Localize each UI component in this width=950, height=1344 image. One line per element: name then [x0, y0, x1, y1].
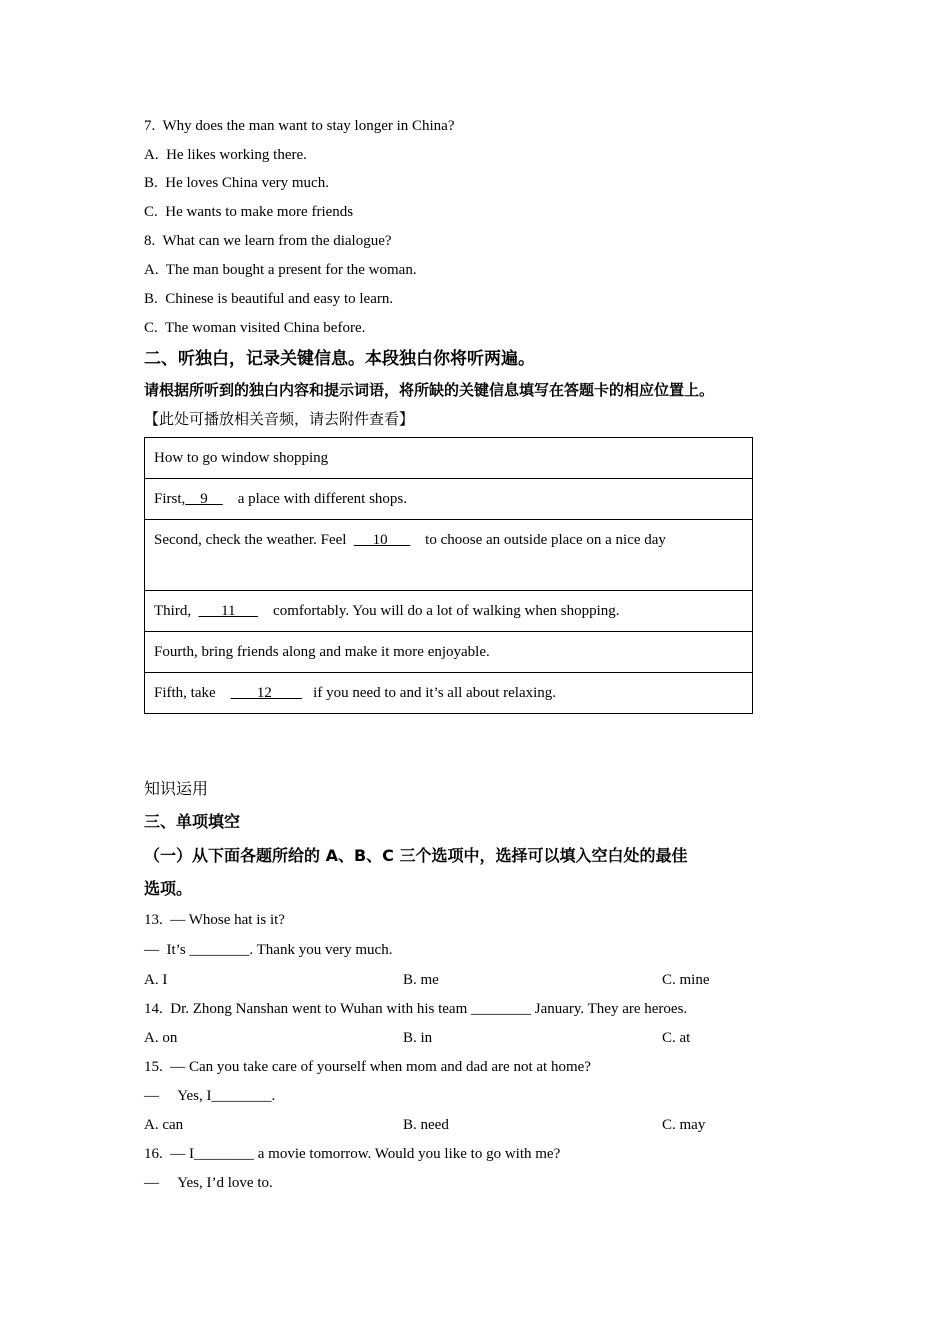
- option-8a: A. The man bought a present for the woman.: [144, 262, 417, 278]
- section-knowledge: 知识运用: [144, 779, 209, 798]
- option-15c: C. may: [662, 1117, 706, 1133]
- option-8b: B. Chinese is beautiful and easy to learn.: [144, 291, 394, 307]
- option-15b: B. need: [403, 1117, 449, 1133]
- blank-11: 11: [198, 603, 259, 619]
- table-title: How to go window shopping: [145, 438, 753, 479]
- option-7c: C. He wants to make more friends: [144, 204, 354, 220]
- audio-note: 【此处可播放相关音频，请去附件查看】: [144, 410, 415, 428]
- option-13b: B. me: [403, 972, 439, 988]
- question-13: 13. — Whose hat is it?: [144, 912, 285, 928]
- option-7b: B. He loves China very much.: [144, 175, 329, 191]
- section-3-title: 三、单项填空: [144, 812, 241, 831]
- question-8: 8. What can we learn from the dialogue?: [144, 233, 392, 249]
- question-14: 14. Dr. Zhong Nanshan went to Wuhan with his team ________ January. They are heroes.: [144, 1001, 688, 1017]
- window-shopping-table: [144, 437, 753, 714]
- blank-10: 10: [353, 532, 411, 548]
- question-16: 16. — I________ a movie tomorrow. Would you like to go with me?: [144, 1146, 561, 1162]
- table-row: Second, check the weather. Feel 10 to choose an outside place on a nice day: [145, 520, 753, 591]
- question-15-reply: — Yes, I________.: [144, 1088, 276, 1104]
- question-15: 15. — Can you take care of yourself when mom and dad are not at home?: [144, 1059, 591, 1075]
- section-3-sub2: 选项。: [144, 879, 193, 898]
- option-14c: C. at: [662, 1030, 691, 1046]
- section-3-sub: （一）从下面各题所给的 A、B、C 三个选项中，选择可以填入空白处的最佳: [144, 846, 688, 865]
- table-row: First, 9 a place with different shops.: [145, 479, 753, 520]
- table-row: Fifth, take 12 if you need to and it’s all about relaxing.: [145, 673, 753, 714]
- option-14b: B. in: [403, 1030, 433, 1046]
- option-13a: A. I: [144, 972, 168, 988]
- question-13-reply: — It’s ________. Thank you very much.: [144, 942, 393, 958]
- blank-12: 12: [230, 685, 302, 701]
- option-14a: A. on: [144, 1030, 178, 1046]
- blank-9: 9: [185, 491, 223, 507]
- option-15a: A. can: [144, 1117, 184, 1133]
- section-2-title: 二、听独白，记录关键信息。本段独白你将听两遍。: [144, 349, 535, 369]
- option-7a: A. He likes working there.: [144, 147, 307, 163]
- table-row: Fourth, bring friends along and make it more enjoyable.: [145, 632, 753, 673]
- question-7: 7. Why does the man want to stay longer in China?: [144, 118, 455, 134]
- table-row: Third, 11 comfortably. You will do a lot of walking when shopping.: [145, 591, 753, 632]
- option-13c: C. mine: [662, 972, 710, 988]
- question-16-reply: — Yes, I’d love to.: [144, 1175, 273, 1191]
- section-2-instruction: 请根据所听到的独白内容和提示词语，将所缺的关键信息填写在答题卡的相应位置上。: [144, 381, 715, 399]
- option-8c: C. The woman visited China before.: [144, 320, 366, 336]
